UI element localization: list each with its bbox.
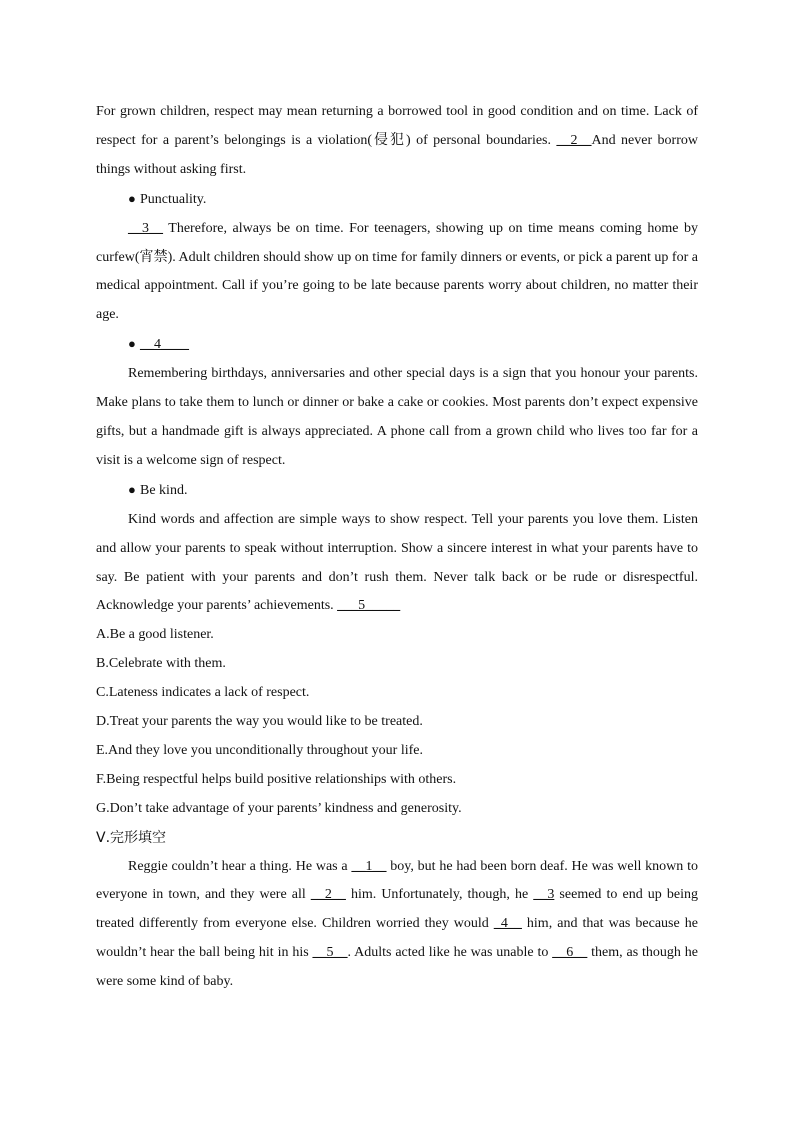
cloze-blank-5: __5__ (312, 945, 348, 961)
heading-text: Be kind. (140, 482, 188, 498)
blank-3: __3__ (128, 220, 163, 236)
paragraph-borrowing (96, 98, 698, 185)
blank-2: __2__ (556, 132, 592, 148)
cloze-blank-3: __3 (533, 887, 555, 903)
option-f: F.Being respectful helps build positive relationships with others. (96, 771, 457, 787)
cloze-blank-4: _4__ (493, 916, 522, 932)
cloze-text: them, as though he were some kind of baby. (96, 945, 698, 990)
paragraph-special-days: Remembering birthdays, anniversaries and other special days is a sign that you honour your parents. Make plans to take them to lunch or dinner or bake a cake or cookies. Most parents don’t expect expensive gifts, but a handmade gift is always appreciated. A phone call from a grown child who lives too far for a visit is a welcome sign of respect. (96, 366, 698, 468)
bullet-icon: ● (128, 190, 136, 206)
paragraph-kindness (96, 506, 698, 622)
option-e: E.And they love you unconditionally throughout your life. (96, 742, 424, 758)
cloze-text: boy, but he had been born deaf. He was well known to everyone in town, and they were all (96, 858, 698, 903)
option-a: A.Be a good listener. (96, 627, 214, 643)
paragraph-text: Kind words and affection are simple ways to show respect. Tell your parents you love them. Listen and allow your parents to speak without interruption. Show a sincere interest in what your parents have to say. Be patient with your parents and don’t rush them. Never talk back or be rude or disrespectful. Acknowledge your parents’ achievements. (96, 511, 698, 614)
blank-5: ___5_____ (337, 598, 401, 614)
paragraph-cloze (96, 853, 698, 998)
heading-be-kind (96, 476, 698, 506)
section-v-title: Ⅴ.完形填空 (96, 829, 167, 846)
cloze-text: . Adults acted like he was unable to (347, 945, 553, 961)
option-b: B.Celebrate with them. (96, 656, 226, 672)
cloze-text: him. Unfortunately, though, he (345, 887, 534, 903)
cloze-blank-1: __1__ (351, 858, 387, 874)
heading-text: Punctuality. (140, 191, 207, 207)
option-g: G.Don’t take advantage of your parents’ kindness and generosity. (96, 800, 462, 816)
option-c: C.Lateness indicates a lack of respect. (96, 685, 310, 701)
paragraph-punctuality (96, 215, 698, 331)
paragraph-text: For grown children, respect may mean returning a borrowed tool in good condition and on time. Lack of respect for a parent’s belongings is a violation(侵犯) of personal boundaries. (96, 104, 698, 148)
cloze-text: seemed to end up being treated differently from everyone else. Children worried they would (96, 887, 698, 932)
blank-4: __4____ (140, 337, 189, 353)
option-d: D.Treat your parents the way you would like to be treated. (96, 714, 423, 730)
heading-blank-4 (96, 330, 698, 360)
bullet-icon: ● (128, 336, 136, 352)
paragraph-text: Therefore, always be on time. For teenagers, showing up on time means coming home by curfew(宵禁). Adult children should show up on time for family dinners or events, or pick a parent up for a medical appointment. Call if you’re going to be late because parents worry about children, no matter their age. (96, 220, 698, 323)
cloze-blank-6: __6__ (552, 945, 588, 961)
bullet-icon: ● (128, 481, 136, 497)
heading-punctuality (96, 185, 698, 215)
cloze-blank-2: __2__ (310, 887, 346, 903)
cloze-text: him, and that was because he wouldn’t hear the ball being hit in his (96, 916, 698, 961)
cloze-text: Reggie couldn’t hear a thing. He was a (128, 858, 352, 874)
paragraph-text: And never borrow things without asking first. (96, 132, 698, 177)
document-page (96, 98, 698, 997)
